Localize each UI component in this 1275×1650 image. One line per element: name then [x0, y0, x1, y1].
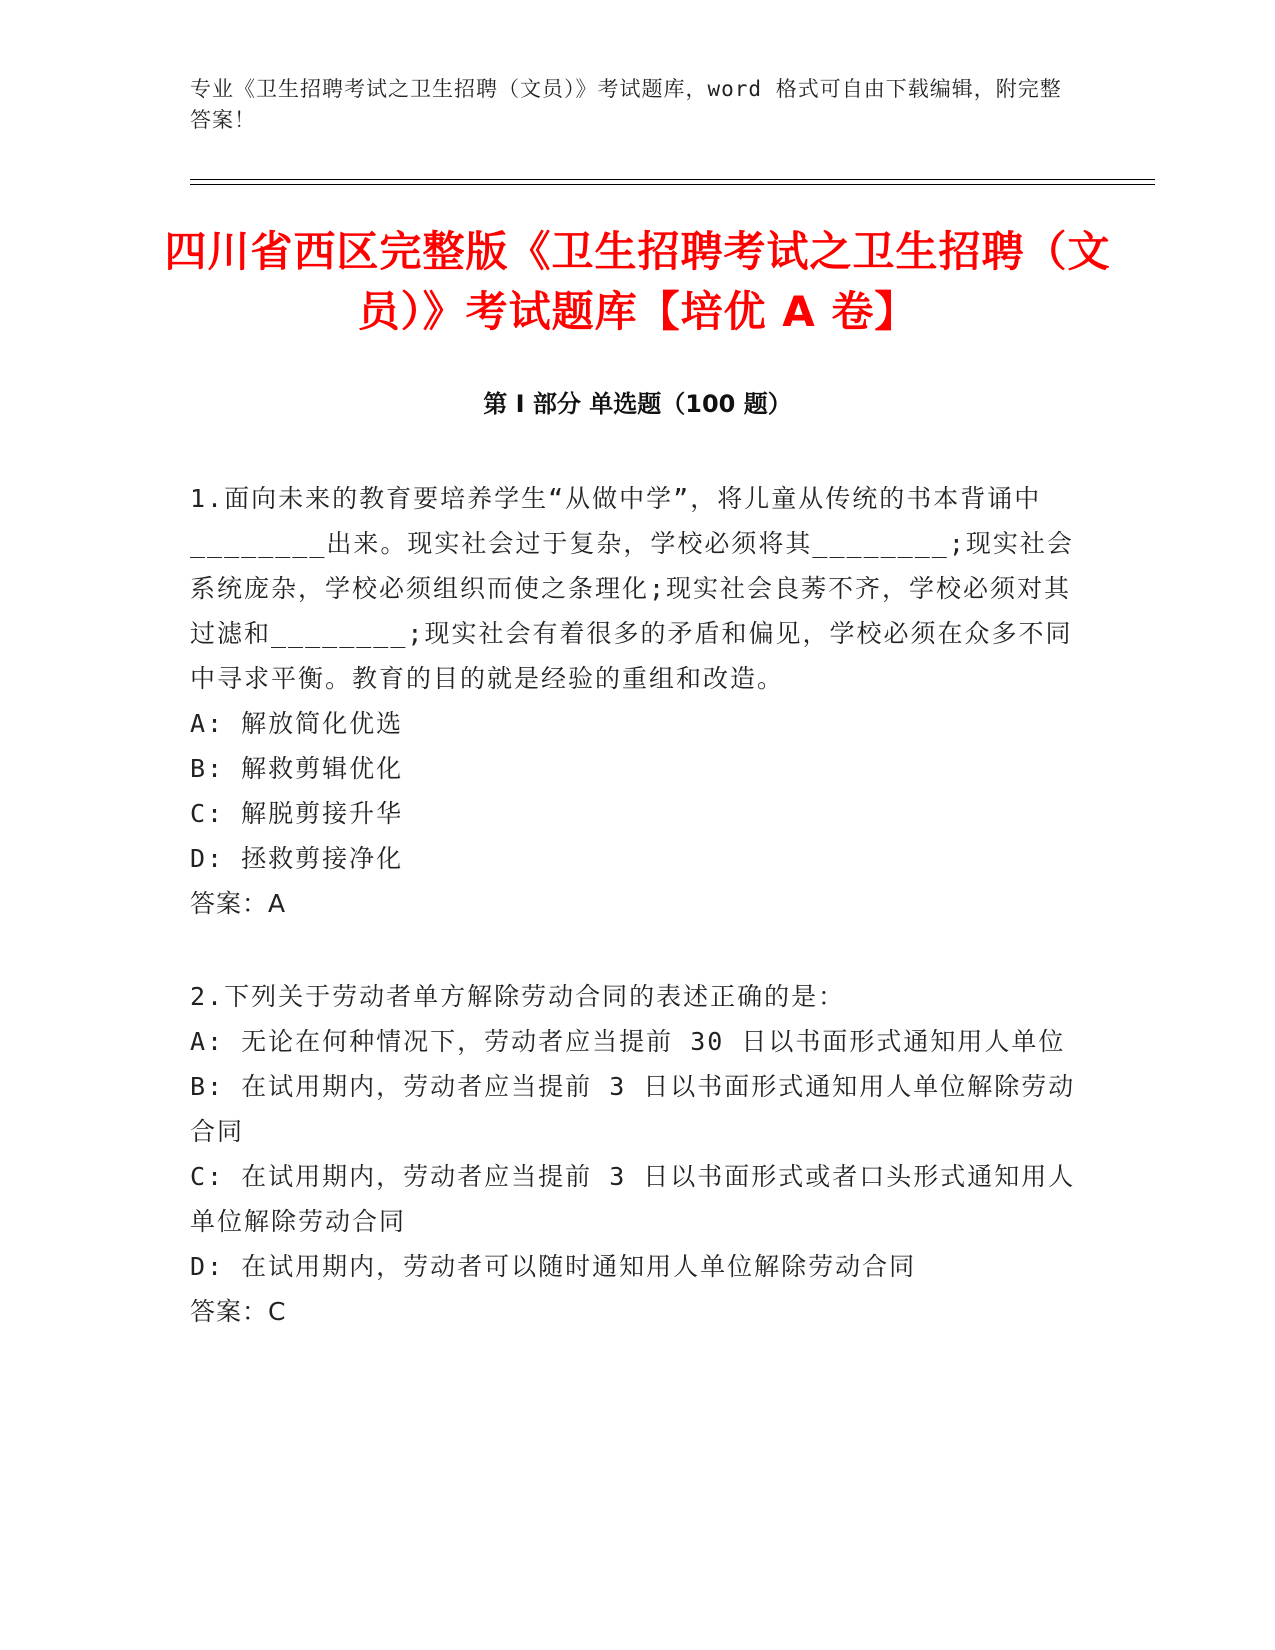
- question-1: [190, 476, 1080, 926]
- question-1-answer: 答案：A: [190, 889, 287, 918]
- question-2: [190, 974, 1080, 1334]
- section-heading: 第 I 部分 单选题（100 题）: [483, 390, 792, 418]
- question-1-option-d: D: 拯救剪接净化: [190, 844, 404, 873]
- question-1-option-b: B: 解救剪辑优化: [190, 754, 404, 783]
- question-1-option-c: C: 解脱剪接升华: [190, 799, 404, 828]
- question-2-answer: 答案：C: [190, 1297, 287, 1326]
- header-note: 专业《卫生招聘考试之卫生招聘（文员）》考试题库，word 格式可自由下载编辑，附完整答案！: [190, 77, 1062, 132]
- question-2-stem: 2.下列关于劳动者单方解除劳动合同的表述正确的是：: [190, 982, 846, 1011]
- document-title: 四川省西区完整版《卫生招聘考试之卫生招聘（文员）》考试题库【培优 A 卷】: [164, 227, 1111, 336]
- question-2-option-c: C: 在试用期内，劳动者应当提前 3 日以书面形式或者口头形式通知用人单位解除劳动合同: [190, 1162, 1076, 1236]
- header-rule-top: [190, 179, 1155, 180]
- question-1-option-a: A: 解放简化优选: [190, 709, 404, 738]
- question-2-option-a: A: 无论在何种情况下，劳动者应当提前 30 日以书面形式通知用人单位: [190, 1027, 1066, 1056]
- question-2-option-d: D: 在试用期内，劳动者可以随时通知用人单位解除劳动合同: [190, 1252, 917, 1281]
- header-rule-bottom: [190, 184, 1155, 185]
- question-1-stem: 1.面向未来的教育要培养学生“从做中学”，将儿童从传统的书本背诵中________出来。现实社会过于复杂，学校必须将其________;现实社会系统庞杂，学校必须组织而使之条理化;现实社会良莠不齐，学校必须对其过滤和________;现实社会有着很多的矛盾和偏见，学校必须在众多不同中寻求平衡。教育的目的就是经验的重组和改造。: [190, 484, 1074, 693]
- question-2-option-b: B: 在试用期内，劳动者应当提前 3 日以书面形式通知用人单位解除劳动合同: [190, 1072, 1076, 1146]
